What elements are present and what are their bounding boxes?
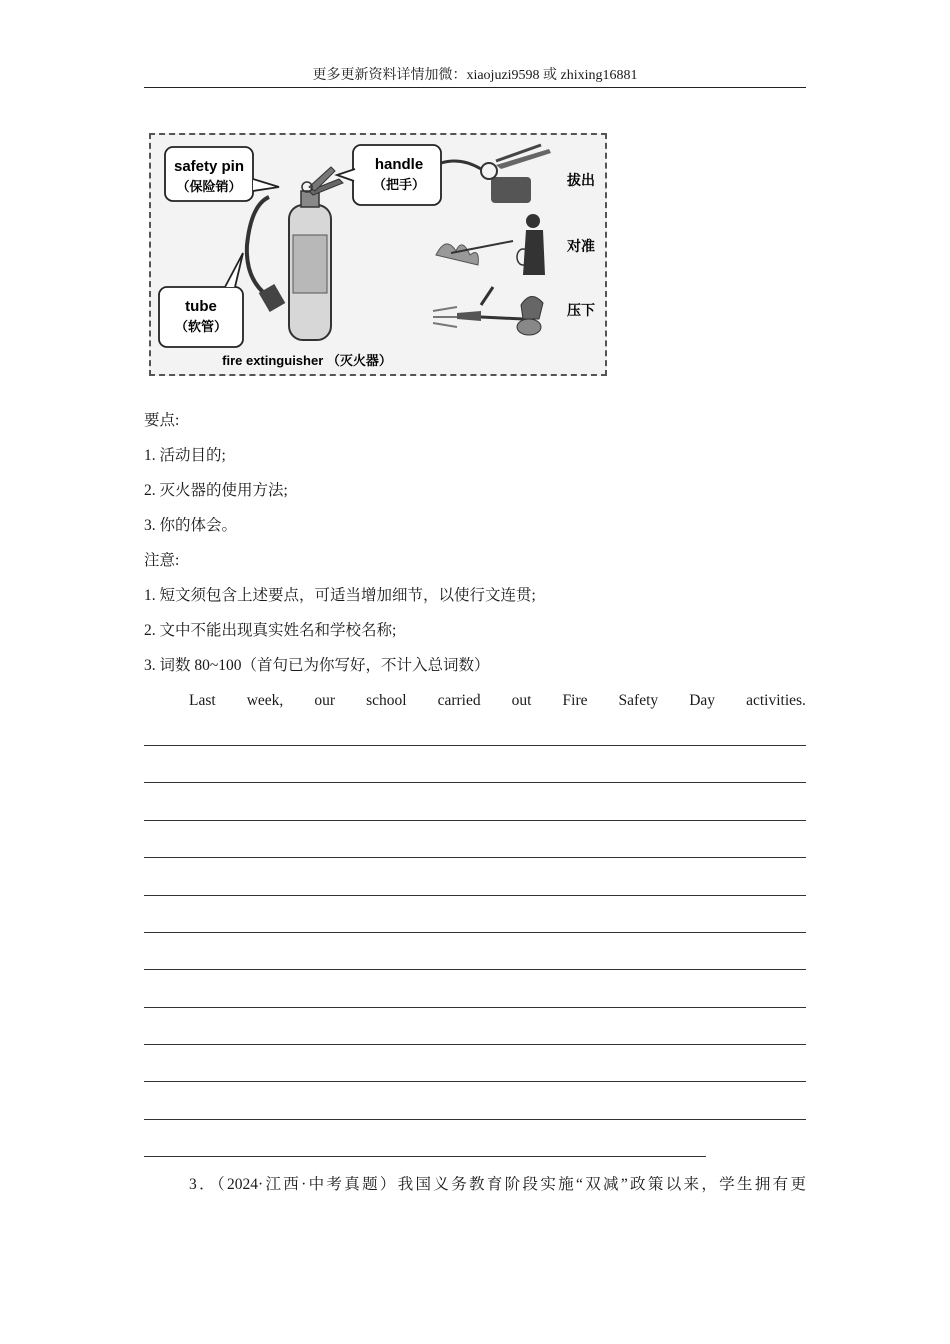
word: activities. [746, 692, 806, 709]
tube-cn-label: （软管） [174, 319, 228, 334]
writing-line[interactable] [144, 1119, 806, 1120]
page-header: 更多更新资料详情加微：xiaojuzi9598 或 zhixing16881 [312, 68, 638, 83]
note-item: 2. 文中不能出现真实姓名和学校名称; [144, 622, 397, 639]
step-aim-label: 对准 [567, 238, 595, 254]
word: week, [246, 692, 284, 709]
point-item: 1. 活动目的; [144, 447, 226, 464]
points-title: 要点: [144, 412, 180, 429]
step-pull-label: 拔出 [567, 172, 595, 188]
extinguisher-illustration [151, 135, 605, 374]
safety-pin-label: safety pin [173, 158, 245, 175]
writing-line[interactable] [144, 1044, 806, 1045]
word: carried [437, 692, 481, 709]
word: our [314, 692, 336, 709]
handle-cn-label: （把手） [372, 177, 426, 192]
first-sentence [189, 691, 806, 711]
point-item: 3. 你的体会。 [144, 517, 238, 534]
extinguisher-label: fire extinguisher （灭火器） [222, 353, 392, 368]
writing-line[interactable] [144, 932, 806, 933]
writing-line[interactable] [144, 857, 806, 858]
safety-pin-cn-label: （保险销） [176, 179, 242, 194]
step-pull-drawing [441, 145, 551, 203]
step-press-drawing [433, 287, 543, 335]
word: Safety [618, 692, 659, 709]
tube-label: tube [185, 298, 217, 315]
header-rule [144, 87, 806, 88]
writing-line[interactable] [144, 1156, 706, 1157]
fire-extinguisher-figure [149, 133, 607, 376]
writing-line[interactable] [144, 1007, 806, 1008]
writing-line[interactable] [144, 1081, 806, 1082]
step-aim-drawing [436, 214, 545, 275]
step-press-label: 压下 [567, 302, 595, 318]
note-item: 3. 词数 80~100（首句已为你写好，不计入总词数） [144, 657, 490, 674]
note-item: 1. 短文须包含上述要点，可适当增加细节，以使行文连贯; [144, 587, 536, 604]
word: Last [189, 692, 216, 709]
writing-line[interactable] [144, 782, 806, 783]
writing-line[interactable] [144, 969, 806, 970]
extinguisher-drawing [247, 167, 343, 340]
word: school [366, 692, 407, 709]
word: out [511, 692, 532, 709]
writing-line[interactable] [144, 745, 806, 746]
handle-label: handle [374, 156, 424, 173]
next-question: 3．（2024·江西·中考真题）我国义务教育阶段实施“双减”政策以来，学生拥有更 [189, 1176, 806, 1193]
writing-line[interactable] [144, 820, 806, 821]
point-item: 2. 灭火器的使用方法; [144, 482, 288, 499]
word: Fire [562, 692, 588, 709]
word: Day [689, 692, 716, 709]
notes-title: 注意: [144, 552, 180, 569]
writing-line[interactable] [144, 895, 806, 896]
